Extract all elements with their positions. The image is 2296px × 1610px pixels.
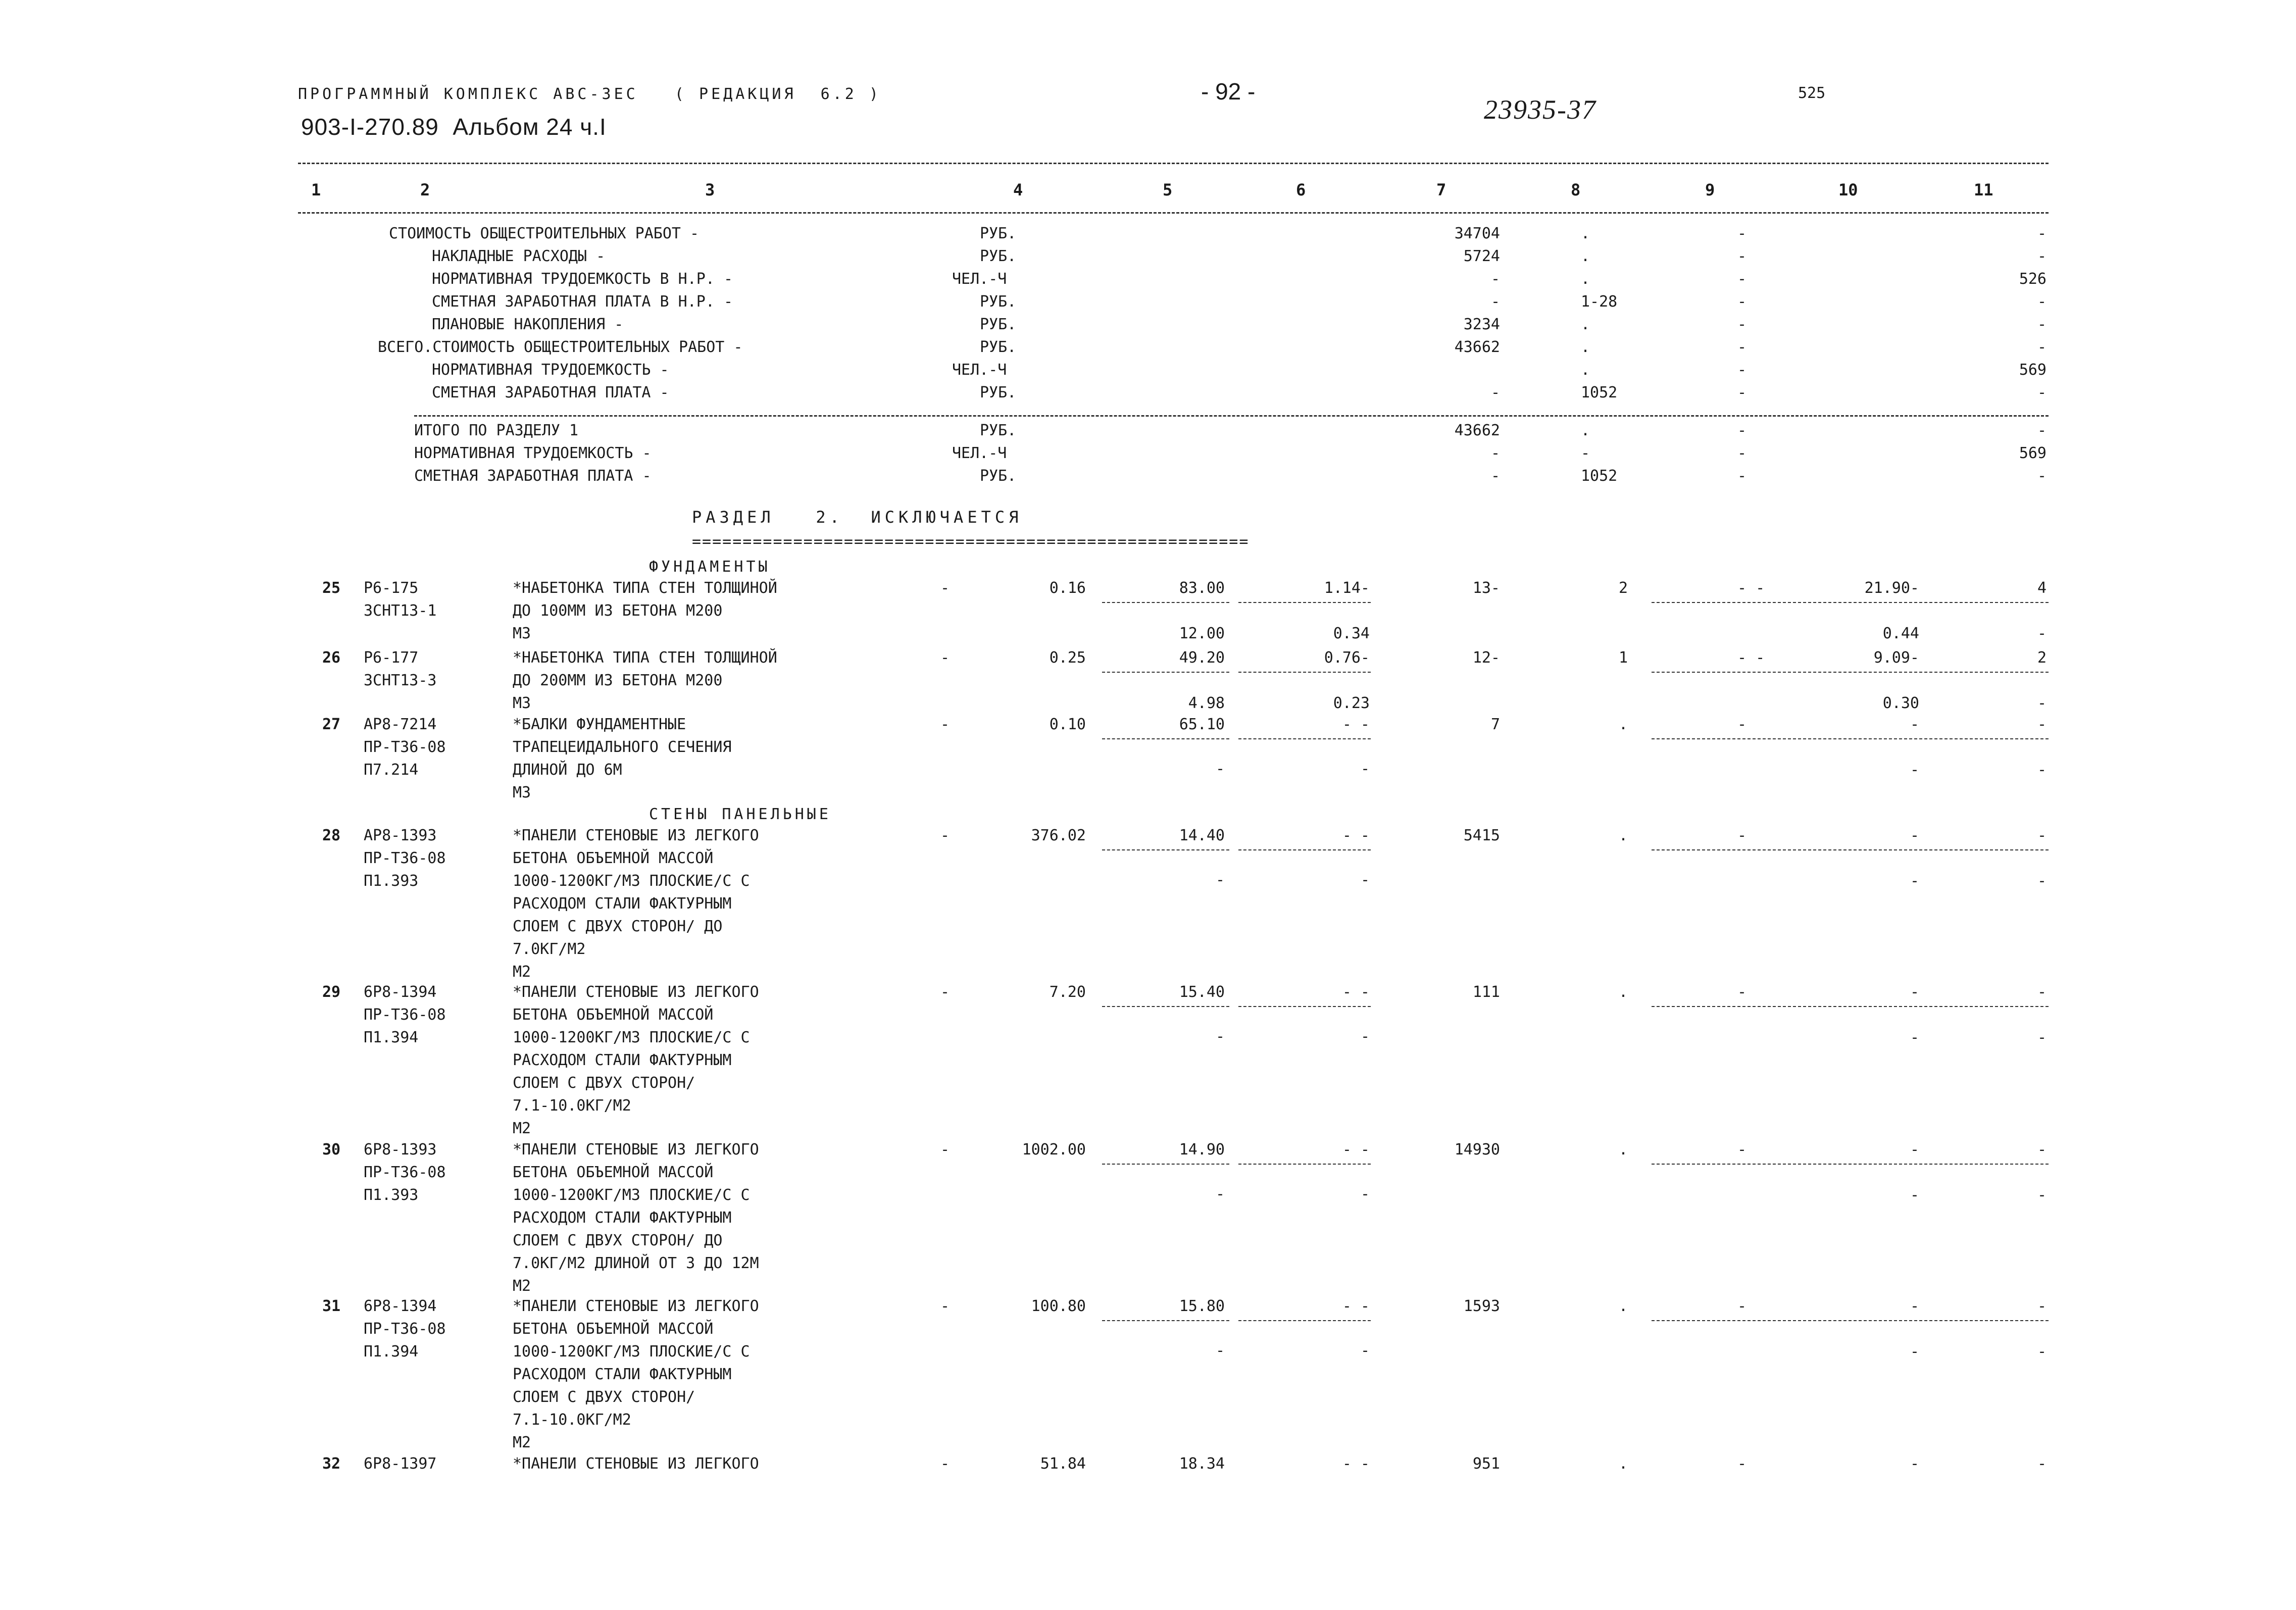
item-description: М2 — [513, 1277, 531, 1295]
item-code: 6Р8-1394 — [364, 1297, 437, 1315]
row-col11: 569 — [2019, 444, 2047, 462]
cell-rule — [1238, 1320, 1371, 1321]
item-col7: 111 — [1472, 983, 1500, 1001]
row-unit: РУБ. — [980, 316, 1017, 333]
table-top-rule — [298, 163, 2049, 164]
item-description: БЕТОНА ОБЪЕМНОЙ МАССОЙ — [513, 1320, 714, 1338]
item-description: 1000-1200КГ/М3 ПЛОСКИЕ/С С — [513, 1343, 750, 1361]
item-description: СЛОЕМ С ДВУХ СТОРОН/ — [513, 1074, 695, 1092]
item-wage: - - — [1342, 1455, 1370, 1473]
item-description: СЛОЕМ С ДВУХ СТОРОН/ ДО — [513, 918, 723, 935]
item-col8: . — [1619, 827, 1628, 844]
item-wage: - - — [1342, 716, 1370, 733]
item-description: М2 — [513, 1120, 531, 1137]
row-label: СМЕТНАЯ ЗАРАБОТНАЯ ПЛАТА - — [432, 384, 669, 401]
item-col9: - — [1737, 1455, 1747, 1473]
item-col11: 4 — [2037, 579, 2047, 597]
cell-rule — [1102, 1006, 1229, 1007]
section-underline: ======================================================= — [692, 533, 1250, 550]
row-col9: - — [1737, 444, 1747, 462]
row-col7: 43662 — [1454, 338, 1500, 356]
item-wage-detail: 0.23 — [1333, 694, 1370, 712]
row-label: НОРМАТИВНАЯ ТРУДОЕМКОСТЬ - — [432, 361, 669, 379]
item-unit-price-detail: - — [1215, 1028, 1225, 1045]
item-quantity: 1002.00 — [1022, 1141, 1086, 1159]
row-col11: - — [2037, 384, 2047, 401]
row-label: СТОИМОСТЬ ОБЩЕСТРОИТЕЛЬНЫХ РАБОТ - — [389, 225, 700, 242]
item-col9: - - — [1737, 649, 1765, 667]
item-col8: 2 — [1619, 579, 1628, 597]
row-unit: ЧЕЛ.-Ч — [952, 361, 1007, 379]
item-col8: . — [1619, 716, 1628, 733]
item-col7: 12- — [1472, 649, 1500, 667]
item-col8: . — [1619, 1455, 1628, 1473]
item-description: ДО 200ММ ИЗ БЕТОНА М200 — [513, 672, 723, 689]
item-col7: 5415 — [1463, 827, 1500, 844]
row-col9: - — [1737, 422, 1747, 439]
item-col9: - — [1737, 983, 1747, 1001]
cell-rule — [1238, 1164, 1371, 1165]
cell-rule — [1652, 738, 2049, 739]
item-col11-detail: - — [2037, 1186, 2047, 1204]
row-col7: 34704 — [1454, 225, 1500, 242]
cell-rule — [1102, 602, 1229, 603]
row-unit: РУБ. — [980, 225, 1017, 242]
row-unit: РУБ. — [980, 338, 1017, 356]
item-unit-price-detail: - — [1215, 1185, 1225, 1203]
row-label: СМЕТНАЯ ЗАРАБОТНАЯ ПЛАТА В Н.Р. - — [432, 293, 733, 311]
item-col4: - — [940, 579, 950, 597]
column-header: 9 — [1705, 180, 1715, 199]
item-col8: 1 — [1619, 649, 1628, 667]
item-col11: 2 — [2037, 649, 2047, 667]
column-header: 7 — [1436, 180, 1446, 199]
item-description: М2 — [513, 963, 531, 981]
row-unit: РУБ. — [980, 467, 1017, 485]
item-unit-price: 14.90 — [1179, 1141, 1225, 1159]
item-quantity: 0.25 — [1049, 649, 1086, 667]
row-col8: . — [1581, 338, 1590, 356]
item-description: М2 — [513, 1434, 531, 1451]
item-col9: - — [1737, 1141, 1747, 1159]
item-description: *ПАНЕЛИ СТЕНОВЫЕ ИЗ ЛЕГКОГО — [513, 983, 759, 1001]
cell-rule — [1238, 849, 1371, 850]
item-wage: - - — [1342, 1297, 1370, 1315]
item-unit-price-detail: 12.00 — [1179, 625, 1225, 642]
item-unit-price: 15.80 — [1179, 1297, 1225, 1315]
item-quantity: 100.80 — [1031, 1297, 1086, 1315]
item-col4: - — [940, 716, 950, 733]
cell-rule — [1652, 1164, 2049, 1165]
item-description: БЕТОНА ОБЪЕМНОЙ МАССОЙ — [513, 849, 714, 867]
item-number: 25 — [322, 579, 341, 597]
item-code: П1.394 — [364, 1343, 419, 1361]
item-description: РАСХОДОМ СТАЛИ ФАКТУРНЫМ — [513, 1051, 732, 1069]
item-code: П1.393 — [364, 1186, 419, 1204]
item-description: *ПАНЕЛИ СТЕНОВЫЕ ИЗ ЛЕГКОГО — [513, 1297, 759, 1315]
row-col9: - — [1737, 247, 1747, 265]
item-col10: 21.90- — [1864, 579, 1919, 597]
row-col8: . — [1581, 316, 1590, 333]
item-quantity: 51.84 — [1040, 1455, 1086, 1473]
item-col10: - — [1910, 983, 1919, 1001]
item-col11-detail: - — [2037, 761, 2047, 779]
row-unit: РУБ. — [980, 422, 1017, 439]
item-description: 1000-1200КГ/М3 ПЛОСКИЕ/С С — [513, 1186, 750, 1204]
item-code: ЗСНТ13-3 — [364, 672, 437, 689]
item-description: М3 — [513, 625, 531, 642]
cell-rule — [1652, 1006, 2049, 1007]
item-description: БЕТОНА ОБЪЕМНОЙ МАССОЙ — [513, 1164, 714, 1181]
program-header: ПРОГРАММНЫЙ КОМПЛЕКС АВС-ЗЕС ( РЕДАКЦИЯ 6.2 ) — [298, 85, 881, 103]
row-col9: - — [1737, 270, 1747, 288]
item-col11-detail: - — [2037, 1029, 2047, 1046]
item-description: 7.1-10.0КГ/М2 — [513, 1411, 631, 1429]
row-col8: . — [1581, 422, 1590, 439]
row-col8: . — [1581, 225, 1590, 242]
item-col10-detail: - — [1910, 1029, 1919, 1046]
row-col7: 3234 — [1463, 316, 1500, 333]
row-col8: . — [1581, 361, 1590, 379]
item-description: *ПАНЕЛИ СТЕНОВЫЕ ИЗ ЛЕГКОГО — [513, 827, 759, 844]
item-col11: - — [2037, 1297, 2047, 1315]
item-description: 1000-1200КГ/М3 ПЛОСКИЕ/С С — [513, 872, 750, 890]
item-code: АР8-7214 — [364, 716, 437, 733]
row-col11: - — [2037, 316, 2047, 333]
item-wage-detail: - — [1360, 1185, 1370, 1203]
item-unit-price-detail: - — [1215, 1342, 1225, 1360]
item-description: *НАБЕТОНКА ТИПА СТЕН ТОЛЩИНОЙ — [513, 649, 777, 667]
item-col11: - — [2037, 1455, 2047, 1473]
row-col8: 1-28 — [1581, 293, 1618, 311]
item-code: П1.393 — [364, 872, 419, 890]
row-label: ПЛАНОВЫЕ НАКОПЛЕНИЯ - — [432, 316, 624, 333]
row-label: ИТОГО ПО РАЗДЕЛУ 1 — [414, 422, 579, 439]
item-number: 26 — [322, 649, 341, 667]
column-header: 11 — [1974, 180, 1993, 199]
cell-rule — [1102, 849, 1229, 850]
row-col7: - — [1490, 467, 1500, 485]
subhead-walls: СТЕНЫ ПАНЕЛЬНЫЕ — [649, 806, 831, 823]
item-col10-detail: - — [1910, 1186, 1919, 1204]
row-col9: - — [1737, 316, 1747, 333]
item-col10: - — [1910, 1297, 1919, 1315]
column-header: 8 — [1571, 180, 1581, 199]
row-label: НОРМАТИВНАЯ ТРУДОЕМКОСТЬ В Н.Р. - — [432, 270, 733, 288]
item-unit-price: 49.20 — [1179, 649, 1225, 667]
item-unit-price-detail: - — [1215, 871, 1225, 889]
item-col10-detail: - — [1910, 1343, 1919, 1361]
item-description: 7.0КГ/М2 ДЛИНОЙ ОТ 3 ДО 12М — [513, 1254, 759, 1272]
row-col8: - — [1581, 444, 1590, 462]
item-col11-detail: - — [2037, 625, 2047, 642]
item-col10: - — [1910, 1455, 1919, 1473]
row-label: СМЕТНАЯ ЗАРАБОТНАЯ ПЛАТА - — [414, 467, 652, 485]
row-col11: 526 — [2019, 270, 2047, 288]
item-col4: - — [940, 827, 950, 844]
item-unit-price-detail: 4.98 — [1188, 694, 1225, 712]
item-col4: - — [940, 649, 950, 667]
cell-rule — [1652, 849, 2049, 850]
row-col11: - — [2037, 467, 2047, 485]
summary-rule — [414, 415, 2049, 417]
item-description: 7.1-10.0КГ/М2 — [513, 1097, 631, 1115]
row-col11: - — [2037, 247, 2047, 265]
item-description: РАСХОДОМ СТАЛИ ФАКТУРНЫМ — [513, 895, 732, 913]
item-description: *НАБЕТОНКА ТИПА СТЕН ТОЛЩИНОЙ — [513, 579, 777, 597]
row-unit: РУБ. — [980, 384, 1017, 401]
column-header: 6 — [1296, 180, 1306, 199]
cell-rule — [1238, 1006, 1371, 1007]
item-number: 32 — [322, 1455, 341, 1473]
item-col8: . — [1619, 983, 1628, 1001]
row-label: НАКЛАДНЫЕ РАСХОДЫ - — [432, 247, 606, 265]
item-col11: - — [2037, 827, 2047, 844]
item-col11-detail: - — [2037, 872, 2047, 890]
item-col10-detail: 0.30 — [1882, 694, 1919, 712]
item-description: *БАЛКИ ФУНДАМЕНТНЫЕ — [513, 716, 686, 733]
item-code: ПР-Т36-08 — [364, 1164, 446, 1181]
item-code: Р6-175 — [364, 579, 419, 597]
item-wage-detail: - — [1360, 1028, 1370, 1045]
item-quantity: 0.16 — [1049, 579, 1086, 597]
row-unit: РУБ. — [980, 293, 1017, 311]
item-description: БЕТОНА ОБЪЕМНОЙ МАССОЙ — [513, 1006, 714, 1024]
item-code: ЗСНТ13-1 — [364, 602, 437, 620]
item-number: 29 — [322, 983, 341, 1001]
cell-rule — [1652, 602, 2049, 603]
row-label: ВСЕГО.СТОИМОСТЬ ОБЩЕСТРОИТЕЛЬНЫХ РАБОТ - — [378, 338, 743, 356]
item-code: ПР-Т36-08 — [364, 738, 446, 756]
item-col11: - — [2037, 983, 2047, 1001]
item-unit-price-detail: - — [1215, 760, 1225, 778]
section-title: РАЗДЕЛ 2. ИСКЛЮЧАЕТСЯ — [692, 508, 1023, 527]
item-col10: - — [1910, 716, 1919, 733]
cell-rule — [1238, 738, 1371, 739]
item-description: СЛОЕМ С ДВУХ СТОРОН/ — [513, 1388, 695, 1406]
column-header: 2 — [420, 180, 430, 199]
row-col11: - — [2037, 338, 2047, 356]
item-col11-detail: - — [2037, 1343, 2047, 1361]
item-number: 30 — [322, 1141, 341, 1159]
cell-rule — [1102, 1164, 1229, 1165]
item-unit-price: 83.00 — [1179, 579, 1225, 597]
item-description: *ПАНЕЛИ СТЕНОВЫЕ ИЗ ЛЕГКОГО — [513, 1141, 759, 1159]
item-code: 6Р8-1393 — [364, 1141, 437, 1159]
item-description: СЛОЕМ С ДВУХ СТОРОН/ ДО — [513, 1232, 723, 1249]
document-reference: 903-I-270.89 Альбом 24 ч.I — [301, 114, 607, 140]
cell-rule — [1652, 1320, 2049, 1321]
item-col9: - — [1737, 1297, 1747, 1315]
item-wage: - - — [1342, 1141, 1370, 1159]
item-code: П7.214 — [364, 761, 419, 779]
item-quantity: 7.20 — [1049, 983, 1086, 1001]
item-description: РАСХОДОМ СТАЛИ ФАКТУРНЫМ — [513, 1209, 732, 1227]
item-col9: - — [1737, 827, 1747, 844]
row-col8: . — [1581, 270, 1590, 288]
row-unit: ЧЕЛ.-Ч — [952, 270, 1007, 288]
item-description: РАСХОДОМ СТАЛИ ФАКТУРНЫМ — [513, 1366, 732, 1383]
item-code: ПР-Т36-08 — [364, 1320, 446, 1338]
item-col4: - — [940, 1455, 950, 1473]
item-col4: - — [940, 1141, 950, 1159]
item-col7: 13- — [1472, 579, 1500, 597]
item-wage-detail: - — [1360, 1342, 1370, 1360]
row-col9: - — [1737, 467, 1747, 485]
item-description: 7.0КГ/М2 — [513, 940, 586, 958]
row-col11: 569 — [2019, 361, 2047, 379]
item-description: М3 — [513, 784, 531, 801]
item-description: ДО 100ММ ИЗ БЕТОНА М200 — [513, 602, 723, 620]
row-col8: 1052 — [1581, 384, 1618, 401]
item-col4: - — [940, 983, 950, 1001]
item-description: ТРАПЕЦЕИДАЛЬНОГО СЕЧЕНИЯ — [513, 738, 732, 756]
cell-rule — [1652, 672, 2049, 673]
item-col4: - — [940, 1297, 950, 1315]
item-wage: 1.14- — [1324, 579, 1370, 597]
item-col7: 951 — [1472, 1455, 1500, 1473]
row-col11: - — [2037, 293, 2047, 311]
item-col10-detail: 0.44 — [1882, 625, 1919, 642]
row-col7: - — [1490, 384, 1500, 401]
column-header: 3 — [705, 180, 715, 199]
cell-rule — [1238, 602, 1371, 603]
item-wage-detail: 0.34 — [1333, 625, 1370, 642]
column-header: 5 — [1163, 180, 1173, 199]
cell-rule — [1102, 738, 1229, 739]
column-header-rule — [298, 212, 2049, 214]
item-col11: - — [2037, 716, 2047, 733]
item-unit-price: 14.40 — [1179, 827, 1225, 844]
item-col8: . — [1619, 1141, 1628, 1159]
row-col7: 5724 — [1463, 247, 1500, 265]
sheet-number: 525 — [1798, 84, 1826, 102]
item-code: 6Р8-1394 — [364, 983, 437, 1001]
item-code: П1.394 — [364, 1029, 419, 1046]
item-col8: . — [1619, 1297, 1628, 1315]
item-unit-price: 15.40 — [1179, 983, 1225, 1001]
item-col10: - — [1910, 1141, 1919, 1159]
row-col9: - — [1737, 361, 1747, 379]
cell-rule — [1102, 1320, 1229, 1321]
item-wage: - - — [1342, 827, 1370, 844]
item-col7: 14930 — [1454, 1141, 1500, 1159]
row-col11: - — [2037, 225, 2047, 242]
item-number: 31 — [322, 1297, 341, 1315]
item-code: 6Р8-1397 — [364, 1455, 437, 1473]
row-col11: - — [2037, 422, 2047, 439]
item-col9: - — [1737, 716, 1747, 733]
item-description: *ПАНЕЛИ СТЕНОВЫЕ ИЗ ЛЕГКОГО — [513, 1455, 759, 1473]
cell-rule — [1238, 672, 1371, 673]
row-unit: РУБ. — [980, 247, 1017, 265]
row-col7: - — [1490, 444, 1500, 462]
row-col9: - — [1737, 225, 1747, 242]
item-code: ПР-Т36-08 — [364, 849, 446, 867]
item-number: 27 — [322, 716, 341, 733]
row-col9: - — [1737, 338, 1747, 356]
subhead-foundations: ФУНДАМЕНТЫ — [649, 558, 771, 576]
item-quantity: 0.10 — [1049, 716, 1086, 733]
row-col8: . — [1581, 247, 1590, 265]
item-number: 28 — [322, 827, 341, 844]
cell-rule — [1102, 672, 1229, 673]
column-header: 1 — [311, 180, 321, 199]
item-col10: - — [1910, 827, 1919, 844]
page-number: - 92 - — [1201, 78, 1256, 105]
row-col7: 43662 — [1454, 422, 1500, 439]
item-description: 1000-1200КГ/М3 ПЛОСКИЕ/С С — [513, 1029, 750, 1046]
item-unit-price: 18.34 — [1179, 1455, 1225, 1473]
row-col9: - — [1737, 384, 1747, 401]
item-col11-detail: - — [2037, 694, 2047, 712]
item-col10-detail: - — [1910, 872, 1919, 890]
item-code: ПР-Т36-08 — [364, 1006, 446, 1024]
item-col7: 1593 — [1463, 1297, 1500, 1315]
item-description: М3 — [513, 694, 531, 712]
item-wage: 0.76- — [1324, 649, 1370, 667]
item-wage: - - — [1342, 983, 1370, 1001]
item-col10-detail: - — [1910, 761, 1919, 779]
row-col7: - — [1490, 270, 1500, 288]
handwritten-stamp: 23935-37 — [1484, 94, 1596, 125]
item-wage-detail: - — [1360, 871, 1370, 889]
row-label: НОРМАТИВНАЯ ТРУДОЕМКОСТЬ - — [414, 444, 652, 462]
row-col9: - — [1737, 293, 1747, 311]
row-unit: ЧЕЛ.-Ч — [952, 444, 1007, 462]
item-col11: - — [2037, 1141, 2047, 1159]
item-quantity: 376.02 — [1031, 827, 1086, 844]
row-col8: 1052 — [1581, 467, 1618, 485]
item-col7: 7 — [1490, 716, 1500, 733]
item-code: АР8-1393 — [364, 827, 437, 844]
item-code: Р6-177 — [364, 649, 419, 667]
item-col9: - - — [1737, 579, 1765, 597]
column-header: 10 — [1838, 180, 1858, 199]
row-col7: - — [1490, 293, 1500, 311]
item-wage-detail: - — [1360, 760, 1370, 778]
column-header: 4 — [1013, 180, 1023, 199]
item-description: ДЛИНОЙ ДО 6М — [513, 761, 622, 779]
item-unit-price: 65.10 — [1179, 716, 1225, 733]
item-col10: 9.09- — [1873, 649, 1919, 667]
